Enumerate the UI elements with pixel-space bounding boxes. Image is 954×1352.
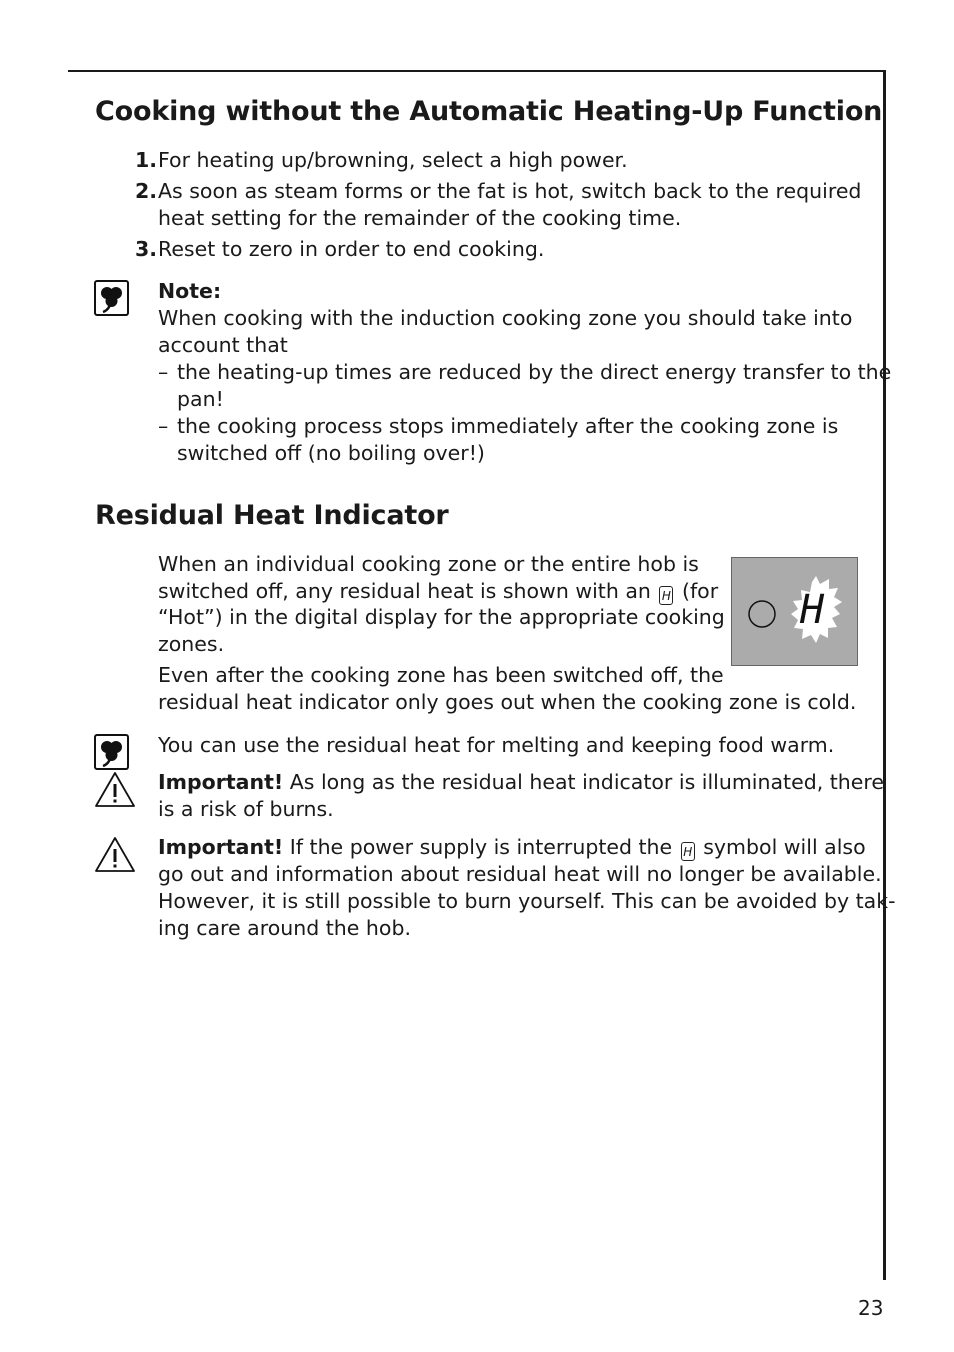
residual-heat-display-illustration <box>731 557 858 666</box>
note-text: account that <box>158 333 288 357</box>
paragraph-text: switched off, any residual heat is shown with an H (for <box>158 579 719 603</box>
display-graphic <box>732 558 857 665</box>
paragraph-text: “Hot”) in the digital display for the appropriate cooking <box>158 605 725 629</box>
clover-tip-icon <box>94 280 129 316</box>
paragraph-text: zones. <box>158 632 225 656</box>
right-margin-rule <box>883 70 886 1280</box>
note-label: Note: <box>158 279 222 303</box>
step-text: Reset to zero in order to end cooking. <box>158 237 545 261</box>
warning-triangle-icon <box>94 836 136 873</box>
clover-tip-icon <box>94 734 129 770</box>
bullet-text: the heating-up times are reduced by the direct energy transfer to the <box>177 360 892 384</box>
warning-text: is a risk of burns. <box>158 797 334 821</box>
residual-heat-h-symbol-icon: H <box>681 842 695 861</box>
section-heading-residual-heat: Residual Heat Indicator <box>95 500 449 531</box>
warning-text: go out and information about residual heat will no longer be available. <box>158 862 882 886</box>
top-rule <box>68 70 886 72</box>
bullet-text: switched off (no boiling over!) <box>177 441 485 465</box>
warning-text: ing care around the hob. <box>158 916 411 940</box>
step-text: For heating up/browning, select a high power. <box>158 148 628 172</box>
bullet-text: the cooking process stops immediately after the cooking zone is <box>177 414 839 438</box>
paragraph-text: When an individual cooking zone or the entire hob is <box>158 552 699 576</box>
page-number: 23 <box>858 1296 884 1320</box>
step-text: As soon as steam forms or the fat is hot, switch back to the required <box>158 179 862 203</box>
step-number: 1. <box>135 148 158 172</box>
paragraph-text: residual heat indicator only goes out when the cooking zone is cold. <box>158 690 857 714</box>
bullet-text: pan! <box>177 387 224 411</box>
paragraph-text: Even after the cooking zone has been switched off, the <box>158 663 724 687</box>
warning-text: Important! If the power supply is interrupted the H symbol will also <box>158 835 866 859</box>
display-h-glyph: H <box>800 587 825 633</box>
section-heading-cooking: Cooking without the Automatic Heating-Up Function <box>95 96 883 127</box>
tip-text: You can use the residual heat for melting and keeping food warm. <box>158 733 835 757</box>
important-label: Important! <box>158 835 284 859</box>
step-number: 2. <box>135 179 158 203</box>
bullet-dash: – <box>158 360 169 384</box>
bullet-dash: – <box>158 414 169 438</box>
warning-text: Important! As long as the residual heat indicator is illuminated, there <box>158 770 884 794</box>
step-number: 3. <box>135 237 158 261</box>
residual-heat-h-symbol-icon: H <box>659 586 673 605</box>
step-text: heat setting for the remainder of the cooking time. <box>158 206 682 230</box>
warning-triangle-icon <box>94 771 136 808</box>
important-label: Important! <box>158 770 284 794</box>
note-text: When cooking with the induction cooking zone you should take into <box>158 306 853 330</box>
warning-text: However, it is still possible to burn yourself. This can be avoided by tak- <box>158 889 896 913</box>
